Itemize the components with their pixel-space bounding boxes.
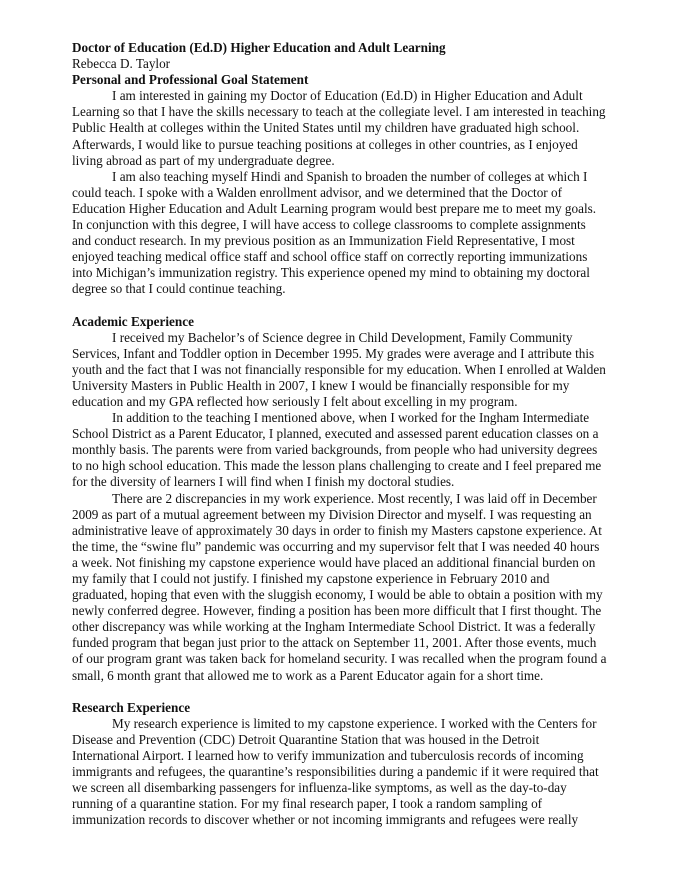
section-heading: Academic Experience bbox=[72, 313, 194, 329]
paragraph: I am interested in gaining my Doctor of Education (Ed.D) in Higher Education and Adult Learning so that I have the skills necessary to teach at the collegiate level. I am interested in teaching Public Health at colleges within the United States until my children have graduated high school. Afterwards, I would like to pursue teaching positions at colleges in other countries, as I enjoyed living abroad as part of my undergraduate degree. bbox=[72, 88, 606, 168]
section-spacer bbox=[72, 298, 608, 314]
paragraph: My research experience is limited to my capstone experience. I worked with the Centers for Disease and Prevention (CDC) Detroit Quarantine Station that was housed in the Detroit International Airport. I learned how to verify immunization and tuberculosis records of incoming immigrants and refugees, the quarantine’s responsibilities during a pandemic if it were required that we screen all disembarking passengers for influenza-like symptoms, as well as the day-to-day running of a quarantine station. For my final research paper, I took a random sampling of immunization records to discover whether or not incoming immigrants and refugees were really bbox=[72, 715, 599, 828]
paragraph: In addition to the teaching I mentioned above, when I worked for the Ingham Intermediate School District as a Parent Educator, I planned, executed and assessed parent education classes on a monthly basis. The parents were from varied backgrounds, from people who had university degrees to no high school education. This made the lesson plans challenging to create and I feel prepared me for the diversity of learners I will find when I finish my doctoral studies. bbox=[72, 410, 602, 490]
paragraph: I am also teaching myself Hindi and Spanish to broaden the number of colleges at which I could teach. I spoke with a Walden enrollment advisor, and we determined that the Doctor of Education Higher Education and Adult Learning program would best prepare me to meet my goals. In conjunction with this degree, I will have access to college classrooms to complete assignments and conduct research. In my previous position as an Immunization Field Representative, I most enjoyed teaching medical office staff and school office staff on correctly reporting immunizations into Michigan’s immunization registry. This experience opened my mind to obtaining my doctoral degree so that I could continue teaching. bbox=[72, 168, 597, 297]
section-goal-statement bbox=[72, 72, 608, 297]
section-heading: Personal and Professional Goal Statement bbox=[72, 72, 309, 88]
section-academic-experience bbox=[72, 314, 608, 684]
author-name: Rebecca D. Taylor bbox=[72, 56, 171, 72]
document-title: Doctor of Education (Ed.D) Higher Education and Adult Learning bbox=[72, 40, 446, 55]
section-research-experience bbox=[72, 700, 608, 829]
paragraph: There are 2 discrepancies in my work experience. Most recently, I was laid off in December 2009 as part of a mutual agreement between my Division Director and myself. I was requesting an administrative leave of approximately 30 days in order to finish my Masters capstone experience. At the time, the “swine flu” pandemic was occurring and my supervisor felt that I was needed 40 hours a week. Not finishing my capstone experience would have placed an additional financial burden on my family that I could not justify. I finished my capstone experience in February 2010 and graduated, hoping that even with the sluggish economy, I would be able to obtain a position with my newly conferred degree. However, finding a position has been more difficult that I first thought. The other discrepancy was while working at the Ingham Intermediate School District. It was a federally funded program that began just prior to the attack on September 11, 2001. After those events, much of our program grant was taken back for homeland security. I was recalled when the program found a small, 6 month grant that allowed me to work as a Parent Educator again for a short time. bbox=[72, 490, 607, 683]
paragraph: I received my Bachelor’s of Science degree in Child Development, Family Community Services, Infant and Toddler option in December 1995. My grades were average and I attribute this youth and the fact that I was not financially responsible for my education. When I enrolled at Walden University Masters in Public Health in 2007, I knew I would be financially responsible for my education and my GPA reflected how seriously I felt about excelling in my program. bbox=[72, 329, 606, 409]
section-heading: Research Experience bbox=[72, 699, 191, 715]
section-spacer bbox=[72, 684, 608, 700]
